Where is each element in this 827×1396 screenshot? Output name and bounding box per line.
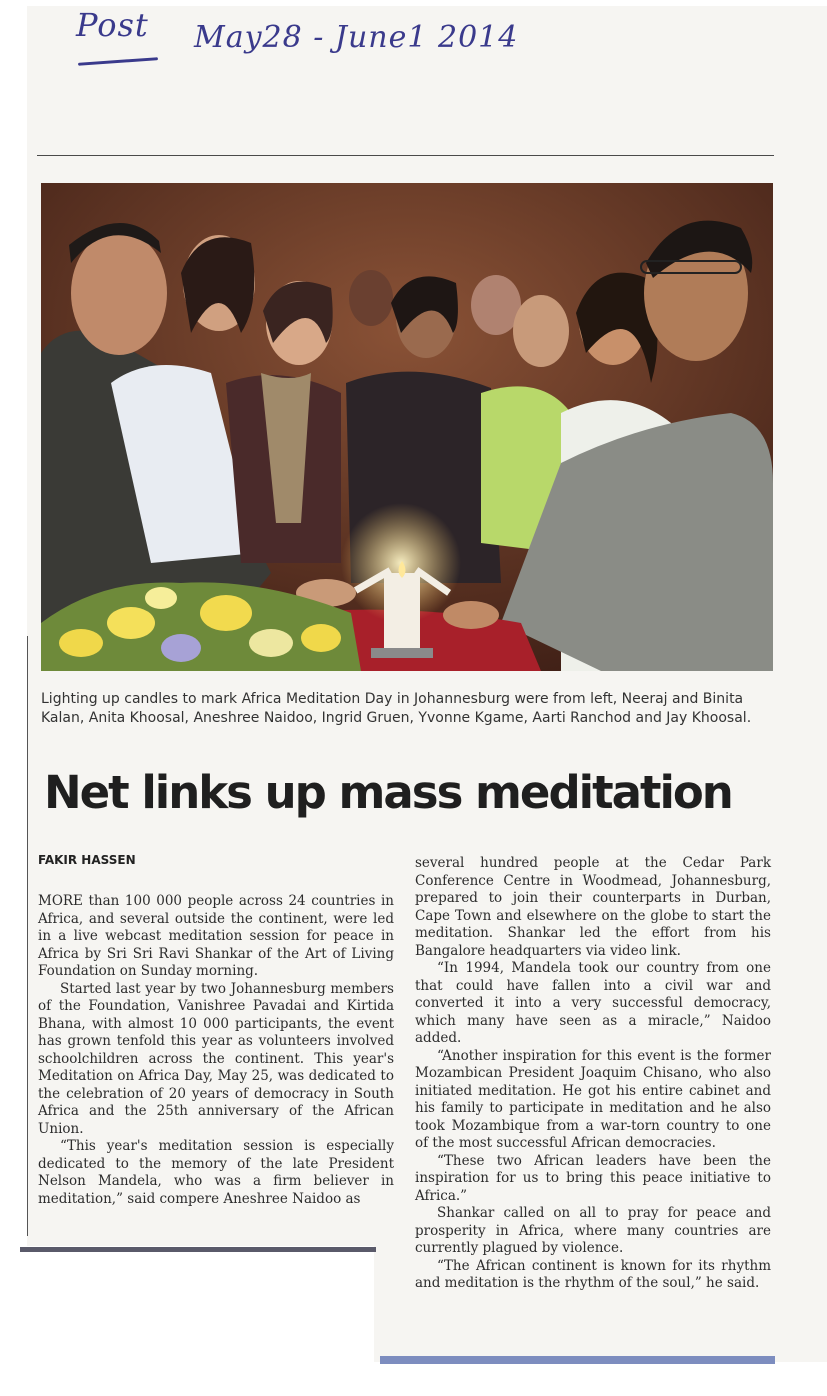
paragraph: “The African continent is known for its rhythm and meditation is the rhythm of the soul,” he said. <box>415 1257 771 1291</box>
paragraph: “This year's meditation session is especially dedicated to the memory of the late President Nelson Mandela, who was a firm believer in meditation,” said compere Aneshree Naidoo as <box>38 1138 394 1207</box>
paragraph: “Another inspiration for this event is the former Mozambican President Joaquim Chisano, who also initiated meditation. He got his entire cabinet and his family to participate in meditation and he also took Mozambique from a war-torn country to one of the most successful African democracies. <box>415 1047 771 1151</box>
column-rule <box>27 636 28 1236</box>
paragraph: MORE than 100 000 people across 24 countries in Africa, and several outside the continent, were led in a live webcast meditation session for peace in Africa by Sri Sri Ravi Shankar of the Art of Living Foundation on Sunday morning. <box>38 893 394 979</box>
bottom-rule <box>20 1247 376 1252</box>
paragraph: “These two African leaders have been the inspiration for us to bring this peace initiative to Africa.” <box>415 1152 771 1204</box>
handwritten-underline <box>78 57 158 66</box>
photo-caption: Lighting up candles to mark Africa Meditation Day in Johannesburg were from left, Neeraj and Binita Kalan, Anita Khoosal, Aneshree Naidoo, Ingrid Gruen, Yvonne Kgame, Aarti Ranchod and Jay Khoosal. <box>41 691 752 726</box>
byline: FAKIR HASSEN <box>38 853 136 867</box>
article-column-left <box>38 893 394 1208</box>
paragraph: several hundred people at the Cedar Park Conference Centre in Woodmead, Johannesburg, prepared to join their counterparts in Durban, Cape Town and elsewhere on the globe to start the meditation. Shankar led the effort from his Bangalore headquarters via video link. <box>415 855 771 959</box>
article-column-right <box>415 855 771 1293</box>
top-rule <box>37 155 774 156</box>
bottom-rule-right <box>380 1356 775 1364</box>
paragraph: “In 1994, Mandela took our country from one that could have fallen into a civil war and converted it into a very successful democracy, which many have seen as a miracle,” Naidoo added. <box>415 960 771 1046</box>
handwritten-note <box>76 6 596 80</box>
handwritten-date: May28 - June1 2014 <box>194 20 519 55</box>
news-photo <box>41 183 773 671</box>
handwritten-publication: Post <box>76 6 149 44</box>
group-photo-candle-lighting-icon <box>41 183 773 671</box>
paragraph: Started last year by two Johannesburg members of the Foundation, Vanishree Pavadai and Kirtida Bhana, with almost 10 000 participants, the event has grown tenfold this year as volunteers involved schoolchildren across the continent. This year's Meditation on Africa Day, May 25, was dedicated to the celebration of 20 years of democracy in South Africa and the 25th anniversary of the African Union. <box>38 980 394 1137</box>
headline: Net links up mass meditation <box>44 766 732 819</box>
paragraph: Shankar called on all to pray for peace and prosperity in Africa, where many countries are currently plagued by violence. <box>415 1205 771 1256</box>
